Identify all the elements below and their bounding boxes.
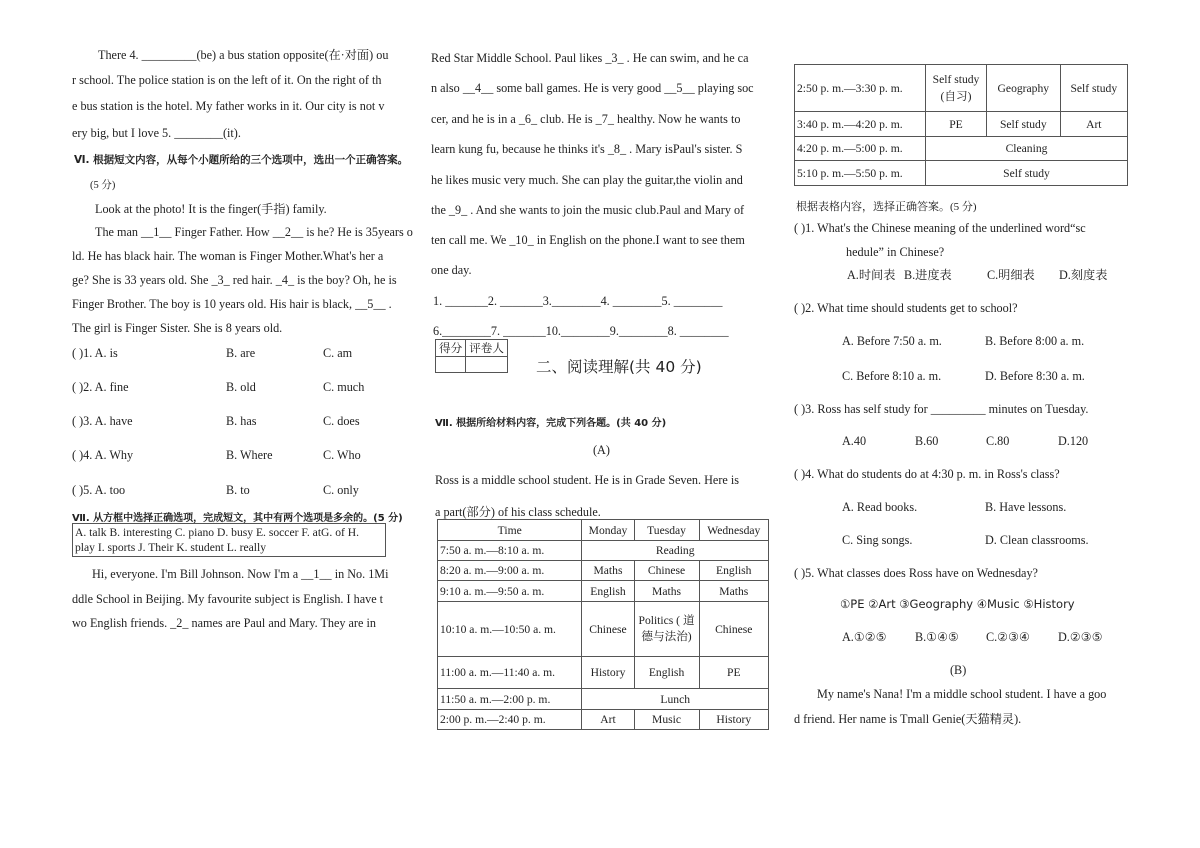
para2-line: Finger Brother. The boy is 10 years old. His hair is black, __5__ . [72, 297, 392, 311]
class-cell: History [699, 710, 768, 730]
score-box [435, 339, 508, 373]
para3-line: Hi, everyone. I'm Bill Johnson. Now I'm a __1__ in No. 1Mi [92, 567, 389, 581]
class-cell: English [582, 581, 634, 602]
para3-line: wo English friends. _2_ names are Paul and Mary. They are in [72, 616, 376, 630]
time-cell: 11:50 a. m.—2:00 p. m. [438, 689, 582, 710]
class-cell: History [582, 657, 634, 689]
class-cell: PE [926, 112, 987, 137]
q1-option-d[interactable]: D.刻度表 [1059, 268, 1108, 282]
para-line: learn kung fu, because he thinks it's _8_ . Mary isPaul's sister. S [431, 142, 743, 156]
part-2-title: 二、阅读理解(共 40 分) [536, 358, 702, 376]
para2-line: ge? She is 33 years old. She _3_ red hair. _4_ is the boy? Oh, he is [72, 273, 397, 287]
header-tuesday: Tuesday [634, 520, 699, 541]
question-4-option-b[interactable]: B. Where [226, 448, 273, 462]
question-3[interactable]: ( )3. Ross has self study for _________ minutes on Tuesday. [794, 402, 1089, 416]
para1-line: There 4. _________(be) a bus station opposite(在·对面) ou [98, 48, 389, 62]
span-cell: Self study [926, 161, 1128, 186]
para-b-line: My name's Nana! I'm a middle school student. I have a goo [817, 687, 1107, 701]
question-2[interactable]: ( )2. A. fine [72, 380, 129, 394]
q3-option-d[interactable]: D.120 [1058, 434, 1089, 448]
class-cell: Self study [987, 112, 1061, 137]
header-time: Time [438, 520, 582, 541]
class-cell: Chinese [582, 602, 634, 657]
question-2[interactable]: ( )2. What time should students get to school? [794, 301, 1018, 315]
class-cell: Chinese [699, 602, 768, 657]
section-6-title: Ⅵ. 根据短文内容，从每个小题所给的三个选项中，选出一个正确答案。 [74, 154, 409, 166]
q4-option-d[interactable]: D. Clean classrooms. [985, 533, 1089, 547]
q3-option-b[interactable]: B.60 [915, 434, 939, 448]
para-line: one day. [431, 263, 472, 277]
time-cell: 11:00 a. m.—11:40 a. m. [438, 657, 582, 689]
time-cell: 2:00 p. m.—2:40 p. m. [438, 710, 582, 730]
para-line: the _9_ . And she wants to join the music club.Paul and Mary of [431, 203, 745, 217]
para-line: ten call me. We _10_ in English on the phone.I want to see them [431, 233, 745, 247]
answer-blanks-row-2[interactable]: 6.________7. _______10.________9.________8. ________ [433, 324, 729, 338]
question-3-option-b[interactable]: B. has [226, 414, 257, 428]
span-cell: Reading [582, 541, 769, 561]
class-cell: Self study [1060, 65, 1127, 112]
class-cell: Politics ( 道德与法治) [634, 602, 699, 657]
time-cell: 7:50 a. m.—8:10 a. m. [438, 541, 582, 561]
para1-line: r school. The police station is on the left of it. On the right of th [72, 73, 382, 87]
question-1-cont: hedule” in Chinese? [846, 245, 945, 259]
q5-items: ①PE ②Art ③Geography ④Music ⑤History [840, 597, 1075, 611]
time-cell: 10:10 a. m.—10:50 a. m. [438, 602, 582, 657]
para-line: he likes music very much. She can play the guitar,the violin and [431, 173, 743, 187]
para1-line: e bus station is the hotel. My father works in it. Our city is not v [72, 99, 385, 113]
q2-option-c[interactable]: C. Before 8:10 a. m. [842, 369, 942, 383]
span-cell: Lunch [582, 689, 769, 710]
table-instruction: 根据表格内容，选择正确答案。(5 分) [796, 201, 977, 213]
grader-cell[interactable] [466, 357, 508, 373]
class-cell: Music [634, 710, 699, 730]
para1-line: ery big, but I love 5. ________(it). [72, 126, 241, 140]
header-wednesday: Wednesday [699, 520, 768, 541]
question-1[interactable]: ( )1. A. is [72, 346, 118, 360]
section-6-score: (5 分) [90, 180, 116, 191]
question-4-option-c[interactable]: C. Who [323, 448, 361, 462]
question-5[interactable]: ( )5. What classes does Ross have on Wednesday? [794, 566, 1038, 580]
class-cell: Chinese [634, 561, 699, 581]
class-cell: PE [699, 657, 768, 689]
class-cell: English [699, 561, 768, 581]
q4-option-c[interactable]: C. Sing songs. [842, 533, 913, 547]
class-cell: Art [1060, 112, 1127, 137]
time-cell: 9:10 a. m.—9:50 a. m. [438, 581, 582, 602]
class-cell: English [634, 657, 699, 689]
word-bank-box [72, 523, 386, 557]
class-cell: Self study (自习) [926, 65, 987, 112]
question-5[interactable]: ( )5. A. too [72, 483, 126, 497]
q5-option-d[interactable]: D.②③⑤ [1058, 630, 1103, 644]
time-cell: 3:40 p. m.—4:20 p. m. [795, 112, 926, 137]
para-line: Red Star Middle School. Paul likes _3_ . He can swim, and he ca [431, 51, 749, 65]
grader-label: 评卷人 [466, 340, 508, 357]
para-line: n also __4__ some ball games. He is very good __5__ playing soc [431, 81, 754, 95]
question-1[interactable]: ( )1. What's the Chinese meaning of the underlined word“sc [794, 221, 1086, 235]
intro-line: a part(部分) of his class schedule. [435, 505, 601, 519]
word-bank-line: A. talk B. interesting C. piano D. busy E. soccer F. atG. of H. [75, 526, 360, 539]
class-cell: Maths [699, 581, 768, 602]
q4-option-b[interactable]: B. Have lessons. [985, 500, 1067, 514]
q1-option-a[interactable]: A.时间表 [847, 268, 896, 282]
time-cell: 8:20 a. m.—9:00 a. m. [438, 561, 582, 581]
class-cell: Art [582, 710, 634, 730]
schedule-table-continued [794, 64, 1128, 186]
q4-option-a[interactable]: A. Read books. [842, 500, 918, 514]
answer-blanks-row-1[interactable]: 1. _______2. _______3.________4. ________5. ________ [433, 294, 723, 308]
question-5-option-c[interactable]: C. only [323, 483, 359, 497]
section-7b-title: Ⅶ. 根据所给材料内容，完成下列各题。(共 40 分) [435, 418, 667, 429]
para-line: cer, and he is in a _6_ club. He is _7_ healthy. Now he wants to [431, 112, 741, 126]
para3-line: ddle School in Beijing. My favourite subject is English. I have t [72, 592, 384, 606]
passage-b-label: (B) [950, 663, 967, 677]
q2-option-a[interactable]: A. Before 7:50 a. m. [842, 334, 942, 348]
time-cell: 5:10 p. m.—5:50 p. m. [795, 161, 926, 186]
q3-option-c[interactable]: C.80 [986, 434, 1010, 448]
question-1-option-b[interactable]: B. are [226, 346, 256, 360]
q1-option-c[interactable]: C.明细表 [987, 268, 1035, 282]
question-2-option-c[interactable]: C. much [323, 380, 365, 394]
question-5-option-b[interactable]: B. to [226, 483, 250, 497]
class-cell: Maths [634, 581, 699, 602]
score-cell[interactable] [436, 357, 466, 373]
score-label: 得分 [436, 340, 466, 357]
intro-line: Ross is a middle school student. He is in Grade Seven. Here is [435, 473, 739, 487]
time-cell: 2:50 p. m.—3:30 p. m. [795, 65, 926, 112]
q5-option-a[interactable]: A.①②⑤ [842, 630, 887, 644]
time-cell: 4:20 p. m.—5:00 p. m. [795, 137, 926, 161]
passage-a-label: (A) [593, 443, 610, 457]
q5-option-b[interactable]: B.①④⑤ [915, 630, 959, 644]
q5-option-c[interactable]: C.②③④ [986, 630, 1030, 644]
section-7-title: Ⅶ. 从方框中选择正确选项，完成短文，其中有两个选项是多余的。(5 分) [72, 513, 403, 524]
class-cell: Maths [582, 561, 634, 581]
para2-line: ld. He has black hair. The woman is Finger Mother.What's her a [72, 249, 384, 263]
span-cell: Cleaning [926, 137, 1128, 161]
para-b-line: d friend. Her name is Tmall Genie(天猫精灵). [794, 712, 1022, 726]
q2-option-d[interactable]: D. Before 8:30 a. m. [985, 369, 1085, 383]
q1-option-b[interactable]: B.进度表 [904, 268, 952, 282]
header-monday: Monday [582, 520, 634, 541]
para2-line: Look at the photo! It is the finger(手指) family. [95, 202, 327, 216]
schedule-table [437, 519, 769, 730]
para2-line: The girl is Finger Sister. She is 8 years old. [72, 321, 283, 335]
para2-line: The man __1__ Finger Father. How __2__ is he? He is 35years o [95, 225, 413, 239]
q2-option-b[interactable]: B. Before 8:00 a. m. [985, 334, 1085, 348]
question-1-option-c[interactable]: C. am [323, 346, 353, 360]
class-cell: Geography [987, 65, 1061, 112]
question-3-option-c[interactable]: C. does [323, 414, 360, 428]
question-4[interactable]: ( )4. A. Why [72, 448, 134, 462]
word-bank-line: play I. sports J. Their K. student L. really [75, 541, 267, 554]
question-4[interactable]: ( )4. What do students do at 4:30 p. m. in Ross's class? [794, 467, 1060, 481]
q3-option-a[interactable]: A.40 [842, 434, 867, 448]
question-3[interactable]: ( )3. A. have [72, 414, 133, 428]
question-2-option-b[interactable]: B. old [226, 380, 256, 394]
